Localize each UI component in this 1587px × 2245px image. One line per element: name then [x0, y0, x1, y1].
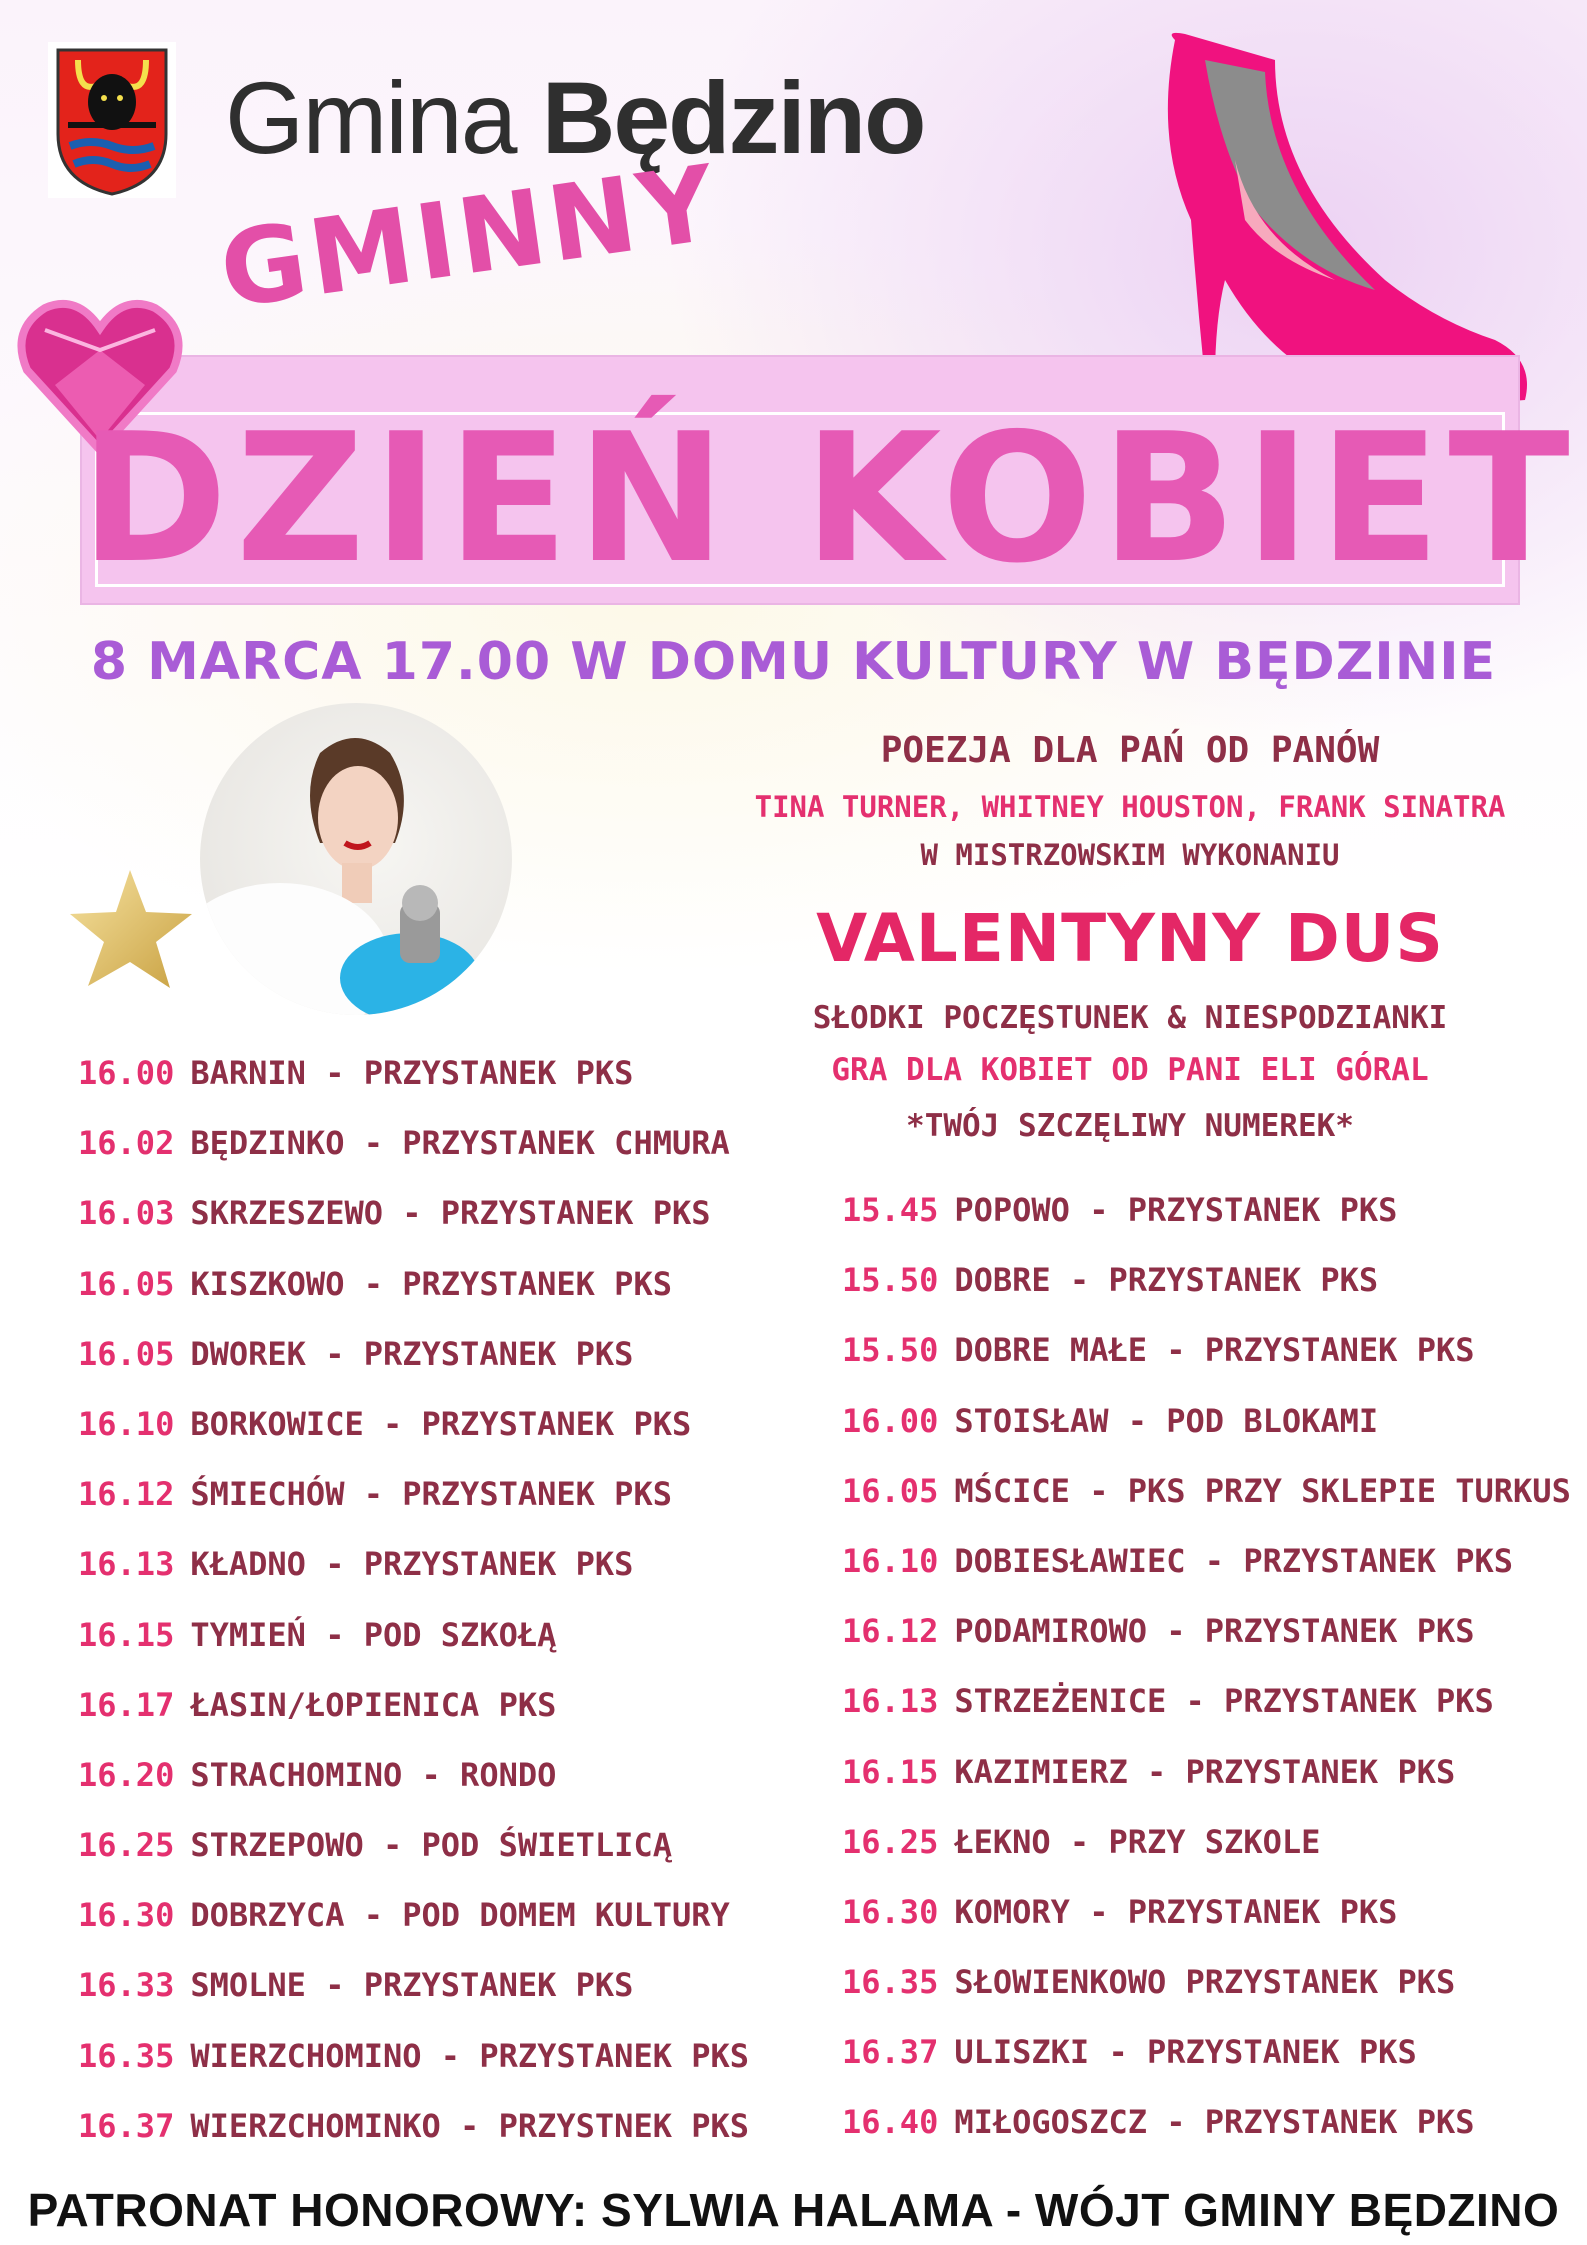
stop-time: 16.13 [842, 1682, 939, 1721]
program-poezja: POEZJA DLA PAŃ OD PANÓW [880, 730, 1380, 771]
stop-place: STRZEŻENICE - PRZYSTANEK PKS [954, 1682, 1494, 1721]
stop-place: BĘDZINKO - PRZYSTANEK CHMURA [190, 1124, 730, 1163]
stop-place: POPOWO - PRZYSTANEK PKS [954, 1191, 1398, 1229]
stop-place: ULISZKI - PRZYSTANEK PKS [954, 2033, 1417, 2072]
schedule-row [78, 1740, 749, 1810]
stop-place: DOBRE MAŁE - PRZYSTANEK PKS [954, 1331, 1475, 1370]
stop-place: WIERZCHOMINKO - PRZYSTNEK PKS [190, 2106, 750, 2145]
schedule-row [842, 1315, 1571, 1385]
stop-time: 16.02 [78, 1124, 175, 1163]
performer-name: VALENTYNY DUS [816, 900, 1444, 977]
stop-place: KISZKOWO - PRZYSTANEK PKS [190, 1264, 672, 1303]
stop-place: MIŁOGOSZCZ - PRZYSTANEK PKS [954, 2103, 1475, 2142]
performer-portrait [200, 703, 512, 1015]
schedule-row [842, 1666, 1571, 1736]
stop-place: TYMIEŃ - POD SZKOŁĄ [190, 1615, 557, 1654]
schedule-row [78, 1529, 749, 1599]
schedule-row [78, 1810, 749, 1880]
event-subtitle: GMINNY [213, 141, 727, 332]
stop-place: DOBIESŁAWIEC - PRZYSTANEK PKS [954, 1541, 1514, 1580]
bus-schedule-left [78, 1038, 749, 2161]
stop-time: 15.45 [842, 1191, 939, 1229]
schedule-row [78, 2021, 749, 2091]
stop-time: 16.05 [842, 1471, 939, 1510]
gold-star-icon [70, 870, 200, 990]
schedule-row [78, 1670, 749, 1740]
program-numerek: *TWÓJ SZCZĘLIWY NUMEREK* [906, 1108, 1354, 1144]
bus-schedule-right [842, 1175, 1571, 2158]
stop-time: 16.37 [78, 2106, 175, 2145]
stop-time: 16.30 [78, 1896, 175, 1935]
schedule-row [842, 1175, 1571, 1245]
program-gra: GRA DLA KOBIET OD PANI ELI GÓRAL [831, 1052, 1429, 1088]
stop-time: 16.25 [78, 1826, 175, 1865]
schedule-row [842, 1737, 1571, 1807]
honorary-patronage-footer: PATRONAT HONOROWY: SYLWIA HALAMA - WÓJT GMINY BĘDZINO [0, 2175, 1587, 2245]
stop-time: 16.12 [842, 1612, 939, 1651]
stop-time: 16.17 [78, 1685, 175, 1724]
stop-place: DWOREK - PRZYSTANEK PKS [190, 1334, 634, 1373]
stop-time: 16.15 [842, 1752, 939, 1791]
schedule-row [842, 1456, 1571, 1526]
stop-time: 16.00 [78, 1054, 175, 1092]
stop-place: SMOLNE - PRZYSTANEK PKS [190, 1966, 634, 2005]
stop-time: 16.40 [842, 2103, 939, 2142]
stop-time: 16.00 [842, 1401, 939, 1440]
stop-place: DOBRZYCA - POD DOMEM KULTURY [190, 1896, 730, 1935]
schedule-row [842, 1877, 1571, 1947]
event-date-place: 8 MARCA 17.00 W DOMU KULTURY W BĘDZINIE [90, 632, 1497, 692]
stop-place: KŁADNO - PRZYSTANEK PKS [190, 1545, 634, 1584]
stop-time: 16.15 [78, 1615, 175, 1654]
schedule-row [78, 1249, 749, 1319]
program-mistrz: W MISTRZOWSKIM WYKONANIU [920, 838, 1340, 872]
singer-portrait-photo [200, 703, 512, 1015]
stop-time: 16.10 [842, 1541, 939, 1580]
stop-place: WIERZCHOMINO - PRZYSTANEK PKS [190, 2036, 750, 2075]
stop-time: 16.05 [78, 1334, 175, 1373]
schedule-row [842, 2017, 1571, 2087]
event-title: DZIEŃ KOBIET [80, 395, 1578, 602]
stop-time: 16.10 [78, 1404, 175, 1443]
stop-place: STRZEPOWO - POD ŚWIETLICĄ [190, 1826, 672, 1865]
stop-place: KAZIMIERZ - PRZYSTANEK PKS [954, 1752, 1456, 1791]
schedule-row [78, 1459, 749, 1529]
schedule-row [842, 1807, 1571, 1877]
schedule-row [78, 1600, 749, 1670]
schedule-row [78, 1319, 749, 1389]
schedule-row [78, 1880, 749, 1950]
stop-time: 16.35 [78, 2036, 175, 2075]
stop-place: BARNIN - PRZYSTANEK PKS [190, 1054, 634, 1092]
stop-time: 16.33 [78, 1966, 175, 2005]
municipality-title-light: Gmina [225, 61, 542, 175]
stop-place: MŚCICE - PKS PRZY SKLEPIE TURKUS [954, 1471, 1571, 1510]
schedule-row [842, 2087, 1571, 2157]
stop-time: 16.35 [842, 1963, 939, 2002]
stop-time: 16.20 [78, 1755, 175, 1794]
stop-time: 16.25 [842, 1822, 939, 1861]
schedule-row [78, 1950, 749, 2020]
stop-time: 16.30 [842, 1892, 939, 1931]
program-artists: TINA TURNER, WHITNEY HOUSTON, FRANK SINATRA [754, 790, 1506, 824]
stop-place: SŁOWIENKOWO PRZYSTANEK PKS [954, 1963, 1456, 2002]
stop-place: PODAMIROWO - PRZYSTANEK PKS [954, 1612, 1475, 1651]
stop-time: 15.50 [842, 1331, 939, 1370]
stop-place: ŁASIN/ŁOPIENICA PKS [190, 1685, 557, 1724]
schedule-row [842, 1526, 1571, 1596]
stop-place: ŁEKNO - PRZY SZKOLE [954, 1822, 1321, 1861]
municipality-title-bold: Będzino [541, 61, 925, 175]
schedule-row [842, 1386, 1571, 1456]
stop-place: STRACHOMINO - RONDO [190, 1755, 557, 1794]
program-slodki: SŁODKI POCZĘSTUNEK & NIESPODZIANKI [812, 1000, 1448, 1036]
stop-time: 16.05 [78, 1264, 175, 1303]
stop-time: 16.13 [78, 1545, 175, 1584]
schedule-row [78, 1178, 749, 1248]
schedule-row [78, 1389, 749, 1459]
schedule-row [78, 1038, 749, 1108]
schedule-row [842, 1245, 1571, 1315]
schedule-row [842, 1596, 1571, 1666]
stop-place: BORKOWICE - PRZYSTANEK PKS [190, 1404, 692, 1443]
stop-place: SKRZESZEWO - PRZYSTANEK PKS [190, 1194, 711, 1233]
stop-place: KOMORY - PRZYSTANEK PKS [954, 1892, 1398, 1931]
stop-place: ŚMIECHÓW - PRZYSTANEK PKS [190, 1475, 672, 1514]
stop-place: DOBRE - PRZYSTANEK PKS [954, 1261, 1379, 1300]
schedule-row [78, 1108, 749, 1178]
stop-place: STOISŁAW - POD BLOKAMI [954, 1401, 1379, 1440]
stop-time: 16.03 [78, 1194, 175, 1233]
stop-time: 16.37 [842, 2033, 939, 2072]
stop-time: 15.50 [842, 1261, 939, 1300]
coat-of-arms-icon [48, 42, 176, 198]
schedule-row [78, 2091, 749, 2161]
stop-time: 16.12 [78, 1475, 175, 1514]
schedule-row [842, 1947, 1571, 2017]
